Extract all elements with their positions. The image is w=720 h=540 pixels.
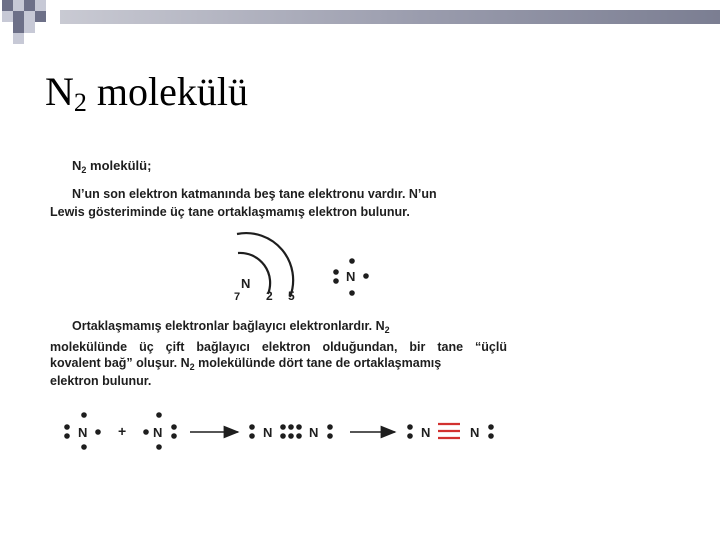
intermediate-atom-left: N [263,425,273,440]
plus-sign: + [118,423,127,439]
atom-symbol: N [241,276,251,291]
shell-2-count: 5 [288,289,295,303]
reaction-atom-1: N [78,425,88,440]
lewis-symbol: N [346,269,356,284]
triple-bond [438,424,460,438]
paragraph-2-line-3: kovalent bağ” oluşur. $N_2$ molekülünde dört tane de ortaklaşmamış [50,356,442,372]
paragraph-2-line-1: Ortaklaşmamış elektronlar bağlayıcı elektronlardır. $N_2$ [72,319,390,335]
intermediate-atom-right: N [309,425,319,440]
final-left-dots [407,424,413,439]
figure-heading: $N_2$ molekülü; [72,158,152,175]
paragraph-1-line-2: Lewis gösteriminde üç tane ortaklaşmamış elektron bulunur. [50,205,410,219]
atom-diagram [200,225,375,305]
decorative-checker-pattern [0,0,60,45]
textbook-figure [50,150,520,450]
paragraph-2-line-2: molekülünde üç çift bağlayıcı elektron olduğundan, bir tane “üçlü [50,340,507,354]
final-atom-right: N [470,425,480,440]
shell-1-count: 2 [266,289,273,303]
reaction-atom-2: N [153,425,163,440]
slide-title: $N_2$ molekülü [45,69,248,117]
intermediate-right-dots [327,424,333,439]
intermediate-left-dots [249,424,255,439]
atomic-number: 7 [234,291,241,303]
final-right-dots [488,424,494,439]
paragraph-2-line-4: elektron bulunur. [50,374,152,388]
paragraph-1-line-1: N’un son elektron katmanında beş tane elektronu vardır. N’un [72,187,437,201]
final-atom-left: N [421,425,431,440]
shared-electron-pairs [280,424,302,439]
header-bar [60,10,720,24]
reaction-diagram [50,405,510,460]
